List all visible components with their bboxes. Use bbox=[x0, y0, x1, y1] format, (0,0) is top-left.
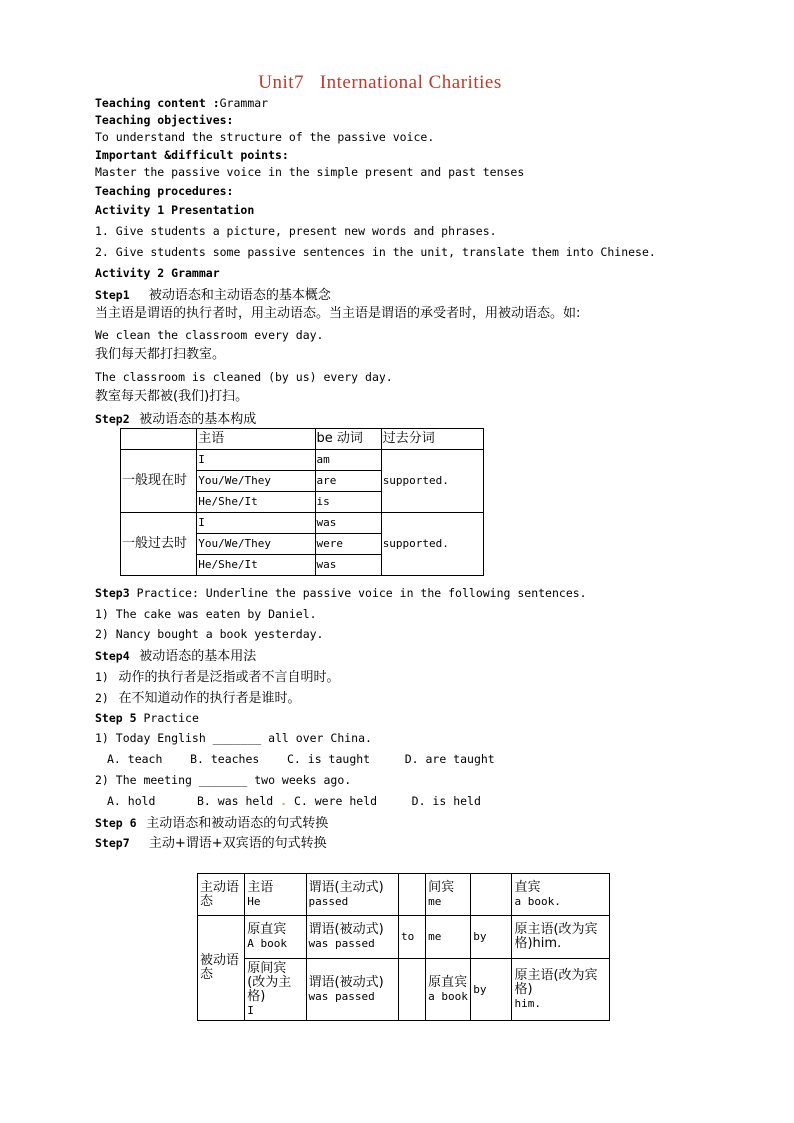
original-subject-agent: 原主语(改为宾格)him. bbox=[514, 922, 598, 951]
original-subject-label: 原主语(改为宾格) bbox=[514, 967, 598, 997]
document-title: Unit7 International Charities bbox=[258, 72, 502, 93]
voice-conversion-table bbox=[197, 873, 610, 1021]
table-cell: was bbox=[315, 555, 381, 576]
original-indirect-object-label: 原间宾(改为主格) bbox=[247, 960, 292, 1004]
question-1: 1) Today English _______ all over China. bbox=[95, 731, 372, 745]
header-past-participle: 过去分词 bbox=[382, 431, 435, 446]
step6-heading bbox=[95, 813, 328, 832]
table-cell: was bbox=[315, 513, 381, 534]
step1-title: 被动语态和主动语态的基本概念 bbox=[148, 288, 331, 303]
to-cell: to bbox=[398, 916, 425, 959]
teaching-content-label: Teaching content : bbox=[95, 96, 220, 110]
original-subject-value: him. bbox=[514, 996, 541, 1010]
step2-label: Step2 bbox=[95, 412, 130, 426]
teaching-content-value: Grammar bbox=[219, 96, 269, 110]
indirect-object-label: 间宾 bbox=[428, 879, 455, 895]
points-text: Master the passive voice in the simple present and past tenses bbox=[95, 165, 525, 179]
step2-title: 被动语态的基本构成 bbox=[139, 412, 257, 427]
original-direct-object-label: 原直宾 bbox=[247, 922, 287, 937]
table-cell: are bbox=[315, 471, 381, 492]
table-cell: were bbox=[315, 534, 381, 555]
step3-item-1: 1) The cake was eaten by Daniel. bbox=[95, 607, 317, 621]
step4-label: Step4 bbox=[95, 649, 130, 663]
step6-label: Step 6 bbox=[95, 816, 137, 830]
header-subject: 主语 bbox=[198, 431, 225, 446]
points-label: Important &difficult points: bbox=[95, 148, 289, 162]
step4-heading bbox=[95, 646, 256, 665]
table-row bbox=[121, 450, 484, 471]
active-verb-value: passed bbox=[308, 894, 349, 908]
step2-heading bbox=[95, 409, 256, 428]
activity1-heading: Activity 1 Presentation bbox=[95, 203, 255, 217]
table-cell: You/We/They bbox=[197, 471, 315, 492]
passive-voice-label: 被动语态 bbox=[200, 953, 240, 982]
procedures-label: Teaching procedures: bbox=[95, 184, 234, 198]
by-cell: by bbox=[471, 916, 512, 959]
step3-label: Step3 bbox=[95, 586, 130, 600]
example2-english: The classroom is cleaned (by us) every day. bbox=[95, 370, 393, 384]
indirect-object-value: me bbox=[428, 894, 442, 908]
table-cell: I bbox=[197, 513, 315, 534]
step4-item-2-text: 在不知道动作的执行者是谁时。 bbox=[118, 691, 301, 706]
direct-object-value: a book. bbox=[514, 894, 561, 908]
direct-object-label: 直宾 bbox=[514, 879, 541, 895]
step7-label: Step7 bbox=[95, 836, 130, 850]
step3-item-2: 2) Nancy bought a book yesterday. bbox=[95, 627, 324, 641]
step4-item-2 bbox=[95, 688, 301, 707]
table-cell: He/She/It bbox=[197, 492, 315, 513]
question-2-options-a: A. hold B. was held bbox=[107, 794, 281, 808]
activity1-item-2: 2. Give students some passive sentences in the unit, translate them into Chinese. bbox=[95, 245, 656, 259]
orange-dot-mark: . bbox=[280, 794, 288, 808]
step4-title: 被动语态的基本用法 bbox=[139, 649, 257, 664]
table-cell: am bbox=[315, 450, 381, 471]
table-row bbox=[198, 874, 610, 916]
original-indirect-object-value: I bbox=[247, 1003, 254, 1017]
by-cell-2: by bbox=[471, 959, 512, 1021]
step4-item-1-text: 动作的执行者是泛指或者不言自明时。 bbox=[118, 670, 340, 685]
table-row bbox=[198, 959, 610, 1021]
question-2-options bbox=[107, 793, 481, 810]
step5-label: Step 5 bbox=[95, 711, 137, 725]
step1-description: 当主语是谓语的执行者时，用主动语态。当主语是谓语的承受者时，用被动语态。如: bbox=[95, 306, 581, 321]
subject-value: He bbox=[247, 894, 261, 908]
passive-verb-value-2: was passed bbox=[308, 989, 375, 1003]
table-row bbox=[121, 513, 484, 534]
be-verb-table bbox=[120, 428, 484, 576]
step7-title: 主动+谓语+双宾语的句式转换 bbox=[148, 836, 327, 851]
step3-line bbox=[95, 585, 587, 602]
present-participle-cell: supported. bbox=[381, 450, 483, 513]
active-voice-label: 主动语态 bbox=[200, 879, 240, 909]
table-cell: He/She/It bbox=[197, 555, 315, 576]
table-cell: is bbox=[315, 492, 381, 513]
step4-item-1 bbox=[95, 667, 340, 686]
teaching-content-line bbox=[95, 95, 268, 112]
step3-text: Practice: Underline the passive voice in the following sentences. bbox=[136, 586, 587, 600]
activity1-item-1: 1. Give students a picture, present new words and phrases. bbox=[95, 224, 497, 238]
subject-label: 主语 bbox=[247, 879, 274, 895]
table-row bbox=[198, 916, 610, 959]
question-1-options: A. teach B. teaches C. is taught D. are taught bbox=[107, 752, 495, 766]
step1-label: Step1 bbox=[95, 288, 130, 302]
example1-english: We clean the classroom every day. bbox=[95, 328, 324, 342]
passive-verb-label-2: 谓语(被动式) bbox=[308, 974, 384, 990]
question-2: 2) The meeting _______ two weeks ago. bbox=[95, 773, 352, 787]
past-tense-label: 一般过去时 bbox=[122, 536, 188, 551]
table-cell: I bbox=[197, 450, 315, 471]
active-verb-label: 谓语(主动式) bbox=[308, 879, 384, 895]
present-tense-label: 一般现在时 bbox=[122, 473, 188, 488]
me-cell: me bbox=[426, 916, 471, 959]
objectives-text: To understand the structure of the passive voice. bbox=[95, 130, 435, 144]
question-2-options-b: C. were held D. is held bbox=[287, 794, 481, 808]
step1-heading bbox=[95, 285, 331, 304]
step4-item-1-number: 1) bbox=[95, 670, 109, 684]
header-be-verb: be 动词 bbox=[316, 431, 363, 446]
example1-chinese: 我们每天都打扫教室。 bbox=[95, 347, 226, 362]
retained-object-label: 原直宾 bbox=[428, 974, 468, 990]
step7-heading bbox=[95, 833, 327, 852]
original-direct-object-value: A book bbox=[247, 937, 287, 950]
retained-object-value: a book bbox=[428, 989, 468, 1003]
passive-verb-value: was passed bbox=[308, 937, 375, 950]
step6-title: 主动语态和被动语态的句式转换 bbox=[146, 816, 329, 831]
step5-title: Practice bbox=[143, 711, 199, 725]
table-row bbox=[121, 429, 484, 450]
step4-item-2-number: 2) bbox=[95, 691, 109, 705]
activity2-heading: Activity 2 Grammar bbox=[95, 266, 220, 280]
passive-verb-label: 谓语(被动式) bbox=[308, 922, 384, 937]
past-participle-cell: supported. bbox=[381, 513, 483, 576]
objectives-label: Teaching objectives: bbox=[95, 113, 234, 127]
example2-chinese: 教室每天都被(我们)打扫。 bbox=[95, 389, 249, 404]
step5-heading bbox=[95, 710, 199, 727]
table-cell: You/We/They bbox=[197, 534, 315, 555]
